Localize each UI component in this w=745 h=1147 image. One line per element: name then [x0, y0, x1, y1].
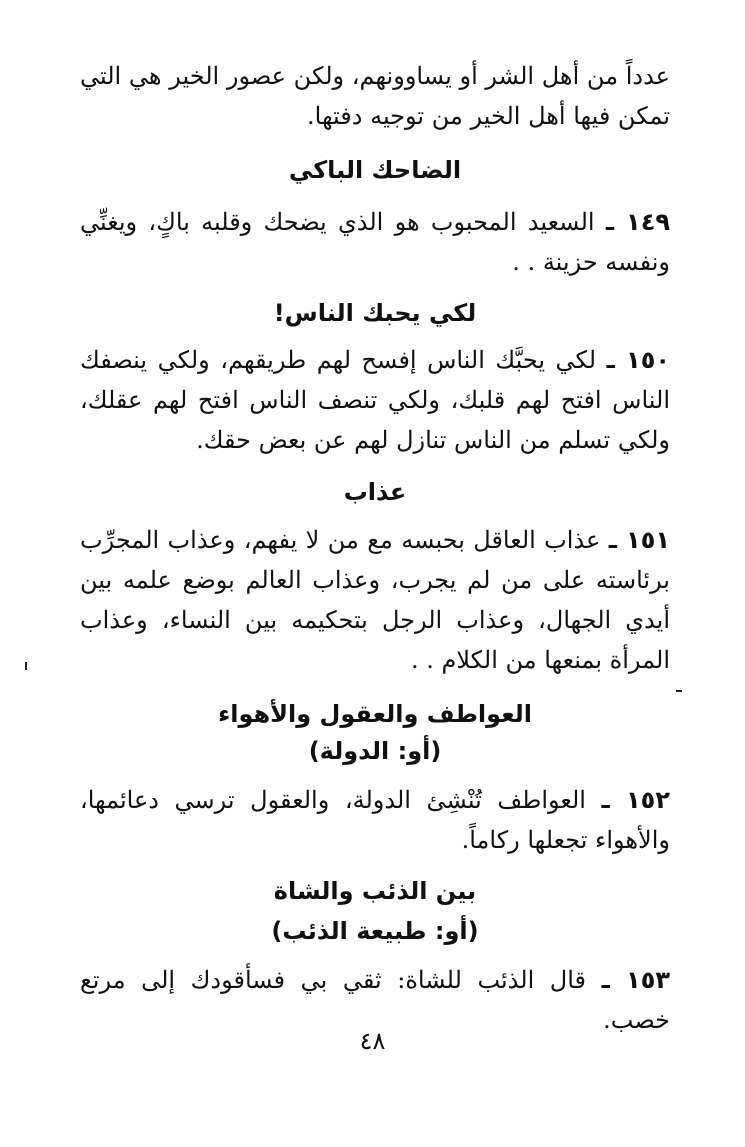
- intro-text: عدداً من أهل الشر أو يساوونهم، ولكن عصور الخير هي التي تمكن فيها أهل الخير من توجيه دفتها.: [80, 62, 670, 130]
- entry-number: ١٥٣ ـ: [601, 966, 670, 994]
- entry-text: السعيد المحبوب هو الذي يضحك وقلبه باكٍ، ويغنِّي ونفسه حزينة . .: [80, 208, 670, 276]
- entry-number: ١٤٩ ـ: [605, 208, 670, 236]
- entry-paragraph: [80, 340, 670, 460]
- section-title: العواطف والعقول والأهواء: [217, 700, 532, 728]
- section-title: لكي يحبك الناس!: [273, 299, 477, 327]
- section-subtitle: (أو: الدولة): [308, 737, 442, 765]
- section-title: عذاب: [343, 478, 407, 506]
- entry-text: عذاب العاقل بحبسه مع من لا يفهم، وعذاب المجرِّب برئاسته على من لم يجرب، وعذاب العالم بوضع علمه بين أيدي الجهال، وعذاب الرجل بتحكيمه بين النساء، وعذاب المرأة بمنعها من الكلام . .: [80, 526, 670, 674]
- scan-mark: [25, 662, 27, 670]
- entry-paragraph: [80, 520, 670, 680]
- entry-number: ١٥٠ ـ: [606, 346, 670, 374]
- entry-paragraph: [80, 202, 670, 282]
- entry-number: ١٥٢ ـ: [601, 786, 670, 814]
- entry-text: لكي يحبَّك الناس إفسح لهم طريقهم، ولكي ينصفك الناس افتح لهم قلبك، ولكي تنصف الناس افتح لهم عقلك، ولكي تسلم من الناس تنازل لهم عن بعض حقك.: [80, 346, 670, 454]
- entry-text: قال الذئب للشاة: ثقي بي فسأقودك إلى مرتع خصب.: [80, 966, 670, 1034]
- entry-text: العواطف تُنْشِئ الدولة، والعقول ترسي دعائمها، والأهواء تجعلها ركاماً.: [80, 786, 670, 854]
- page-number: ٤٨: [359, 1027, 386, 1055]
- section-title: الضاحك الباكي: [288, 156, 462, 184]
- entry-number: ١٥١ ـ: [608, 526, 670, 554]
- section-subtitle: (أو: طبيعة الذئب): [271, 917, 479, 945]
- scan-mark: [676, 690, 682, 692]
- intro-paragraph: [80, 56, 670, 136]
- entry-paragraph: [80, 780, 670, 860]
- section-title: بين الذئب والشاة: [273, 877, 477, 905]
